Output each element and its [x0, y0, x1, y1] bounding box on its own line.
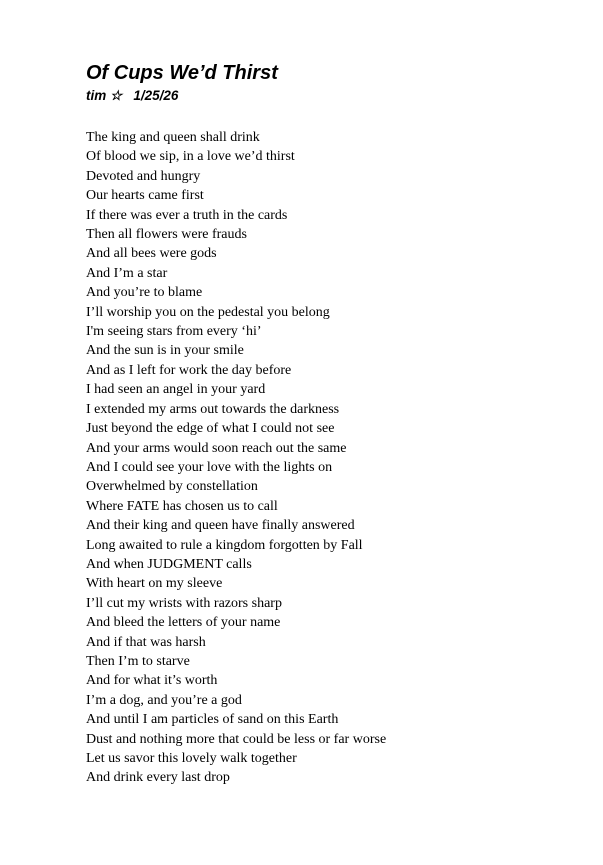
poem-line: Then all flowers were frauds — [86, 227, 247, 243]
poem-line: Where FATE has chosen us to call — [86, 498, 278, 514]
document-page — [86, 60, 586, 788]
poem-line: Devoted and hungry — [86, 168, 201, 184]
poem-line: Long awaited to rule a kingdom forgotten by Fall — [86, 537, 363, 553]
poem-line: And if that was harsh — [86, 634, 206, 650]
poem-line: Then I’m to starve — [86, 653, 190, 669]
poem-line: Of blood we sip, in a love we’d thirst — [86, 149, 295, 165]
poem-line: The king and queen shall drink — [86, 130, 260, 145]
poem-line: Let us savor this lovely walk together — [86, 751, 297, 766]
poem-line: I extended my arms out towards the darkness — [86, 401, 340, 417]
poem-line: Just beyond the edge of what I could not see — [86, 421, 335, 437]
poem-line: I had seen an angel in your yard — [86, 382, 266, 398]
poem-line: And all bees were gods — [86, 246, 217, 262]
poem-line: Overwhelmed by constellation — [86, 479, 258, 495]
poem-line: And you’re to blame — [86, 285, 203, 301]
poem-line: And I’m a star — [86, 265, 168, 281]
poem-line: And drink every last drop — [86, 770, 230, 786]
poem-line: And bleed the letters of your name — [86, 615, 281, 631]
poem-body — [86, 128, 586, 788]
poem-line: And their king and queen have finally answered — [86, 518, 355, 534]
poem-line: And until I am particles of sand on this Earth — [86, 712, 339, 728]
poem-line: With heart on my sleeve — [86, 576, 223, 592]
poem-line: Our hearts came first — [86, 188, 204, 204]
poem-line: I’m a dog, and you’re a god — [86, 692, 242, 708]
poem-line: And the sun is in your smile — [86, 343, 244, 359]
poem-line: And when JUDGMENT calls — [86, 556, 252, 572]
poem-line: If there was ever a truth in the cards — [86, 207, 288, 223]
poem-line: Dust and nothing more that could be less or far worse — [86, 731, 387, 747]
poem-byline: tim ☆ 1/25/26 — [86, 88, 179, 103]
poem-line: And your arms would soon reach out the same — [86, 440, 347, 456]
poem-line: And I could see your love with the lights on — [86, 459, 333, 475]
poem-title: Of Cups We’d Thirst — [86, 62, 278, 84]
poem-line: I'm seeing stars from every ‘hi’ — [86, 324, 262, 340]
poem-line: I’ll worship you on the pedestal you belong — [86, 304, 330, 320]
poem-line: And as I left for work the day before — [86, 362, 292, 378]
poem-line: I’ll cut my wrists with razors sharp — [86, 595, 282, 611]
poem-line: And for what it’s worth — [86, 673, 218, 689]
